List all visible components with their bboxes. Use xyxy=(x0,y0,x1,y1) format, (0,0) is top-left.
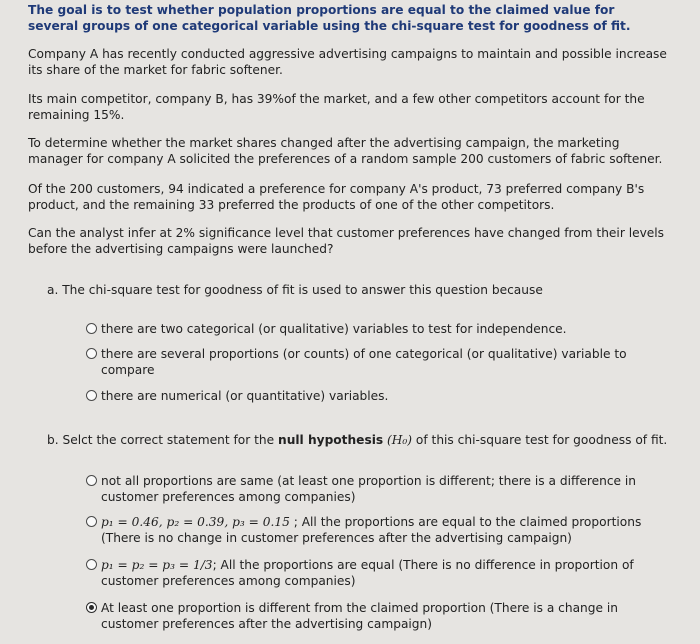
radio-button[interactable] xyxy=(86,348,97,359)
radio-button[interactable] xyxy=(86,475,97,486)
question-a-label: a. The chi-square test for goodness of fit is used to answer this question because xyxy=(47,283,543,297)
option-b1[interactable] xyxy=(86,473,646,505)
option-b2-text xyxy=(101,514,646,546)
radio-button[interactable] xyxy=(86,323,97,334)
option-a2-text: there are several proportions (or counts) of one categorical (or qualitative) variable to compare xyxy=(101,347,627,377)
question-b-label xyxy=(47,432,687,448)
radio-button[interactable] xyxy=(86,559,97,570)
option-b2[interactable] xyxy=(86,514,646,546)
option-b4-text: At least one proportion is different from the claimed proportion (There is a change in customer preferences after the advertising campaign) xyxy=(101,601,619,631)
radio-button-selected[interactable] xyxy=(86,602,97,613)
option-a3-text: there are numerical (or quantitative) variables. xyxy=(101,389,389,403)
question-b-label-math: (H₀) xyxy=(387,433,413,447)
option-b2-math: p₁ = 0.46, p₂ = 0.39, p₃ = 0.15 xyxy=(101,515,290,529)
option-b3[interactable] xyxy=(86,557,646,589)
question-b-label-bold: null hypothesis xyxy=(278,433,384,447)
question-b-label-pre: b. Selct the correct statement for the xyxy=(47,433,279,447)
paragraph-company-b: Its main competitor, company B, has 39%of the market, and a few other competitors account for the remaining 15%. xyxy=(28,92,645,122)
paragraph-sample: To determine whether the market shares changed after the advertising campaign, the marketing manager for company A solicited the preferences of a random sample 200 customers of fabric softener. xyxy=(28,136,663,166)
question-b-label-post: of this chi-square test for goodness of fit. xyxy=(412,433,668,447)
paragraph-counts: Of the 200 customers, 94 indicated a preference for company A's product, 73 preferred company B's product, and the remaining 33 preferred the products of one of the other competitors. xyxy=(28,182,645,212)
goal-statement: The goal is to test whether population proportions are equal to the claimed value for several groups of one categorical variable using the chi-square test for goodness of fit. xyxy=(28,3,631,33)
option-a1-text: there are two categorical (or qualitative) variables to test for independence. xyxy=(101,322,567,336)
option-b3-math: p₁ = p₂ = p₃ = 1/3 xyxy=(101,558,213,572)
option-b3-text xyxy=(101,557,646,589)
paragraph-company-a: Company A has recently conducted aggressive advertising campaigns to maintain and possible increase its share of the market for fabric softener. xyxy=(28,47,667,77)
paragraph-question: Can the analyst infer at 2% significance level that customer preferences have changed from their levels before the advertising campaigns were launched? xyxy=(28,226,665,256)
option-b2-body: ; All the proportions are equal to the claimed proportions (There is no change in customer preferences after the advertising campaign) xyxy=(101,515,642,545)
option-a1[interactable] xyxy=(86,321,646,337)
option-a3[interactable] xyxy=(86,388,646,404)
option-b3-body: ; All the proportions are equal (There is no difference in proportion of customer preferences among companies) xyxy=(101,558,634,588)
option-b1-text: not all proportions are same (at least one proportion is different; there is a difference in customer preferences among companies) xyxy=(101,474,637,504)
option-a2[interactable] xyxy=(86,346,646,378)
option-b4[interactable] xyxy=(86,600,646,632)
radio-button[interactable] xyxy=(86,390,97,401)
radio-button[interactable] xyxy=(86,516,97,527)
